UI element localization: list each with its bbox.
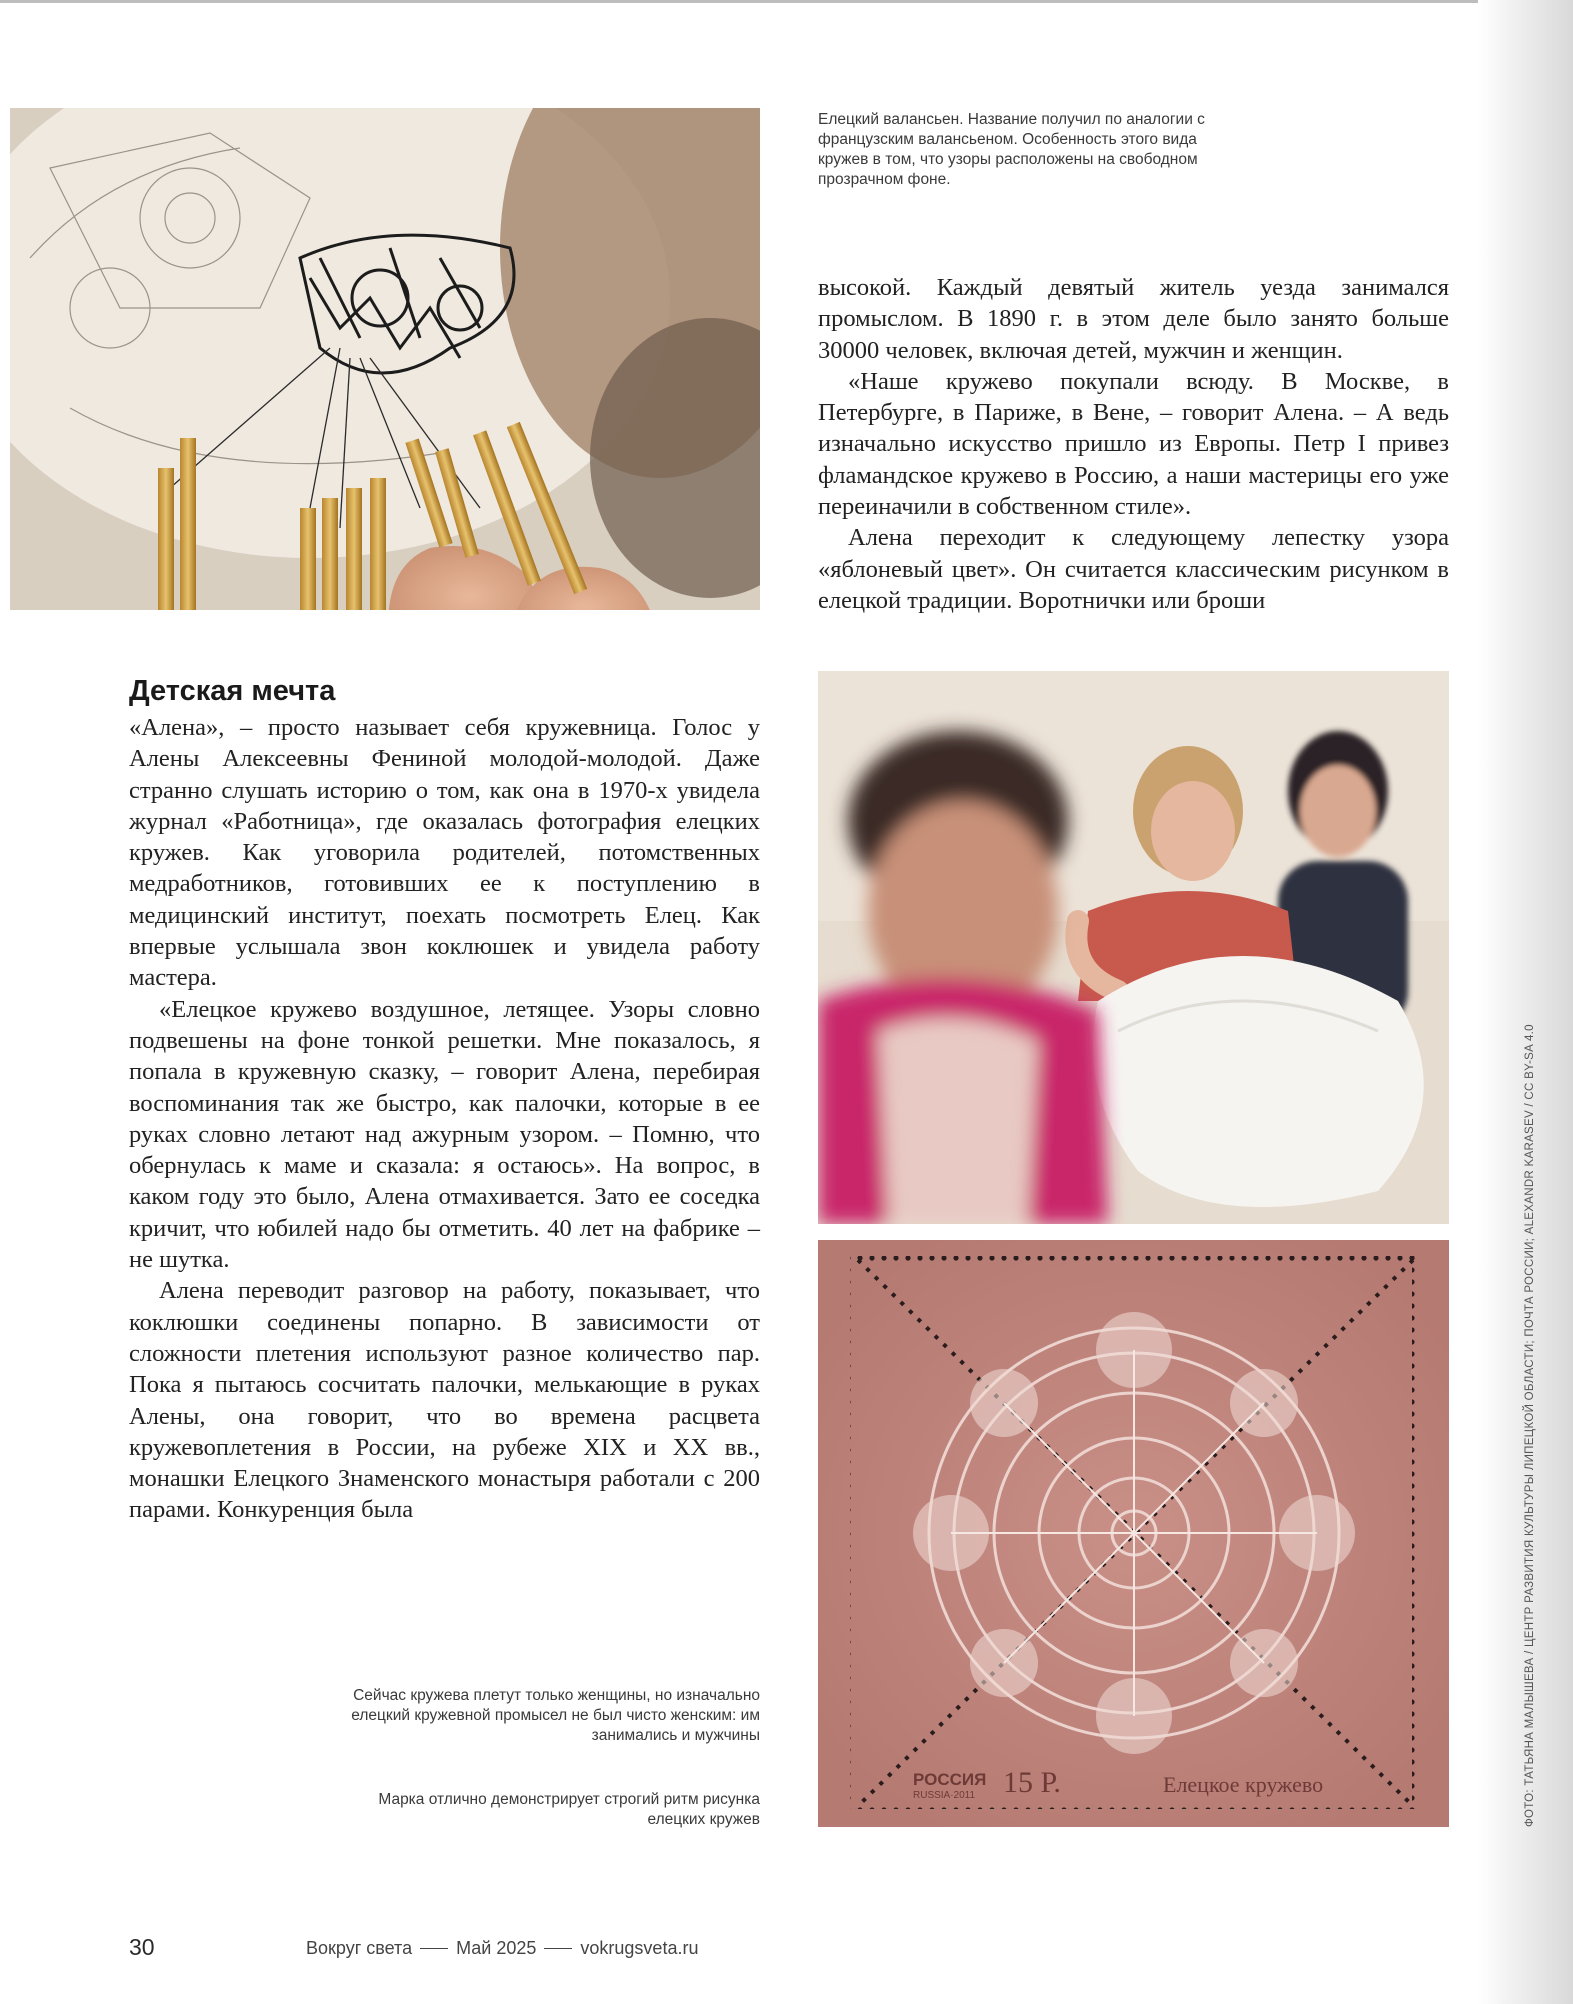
page-top-border: [0, 0, 1573, 3]
left-text-column: [129, 712, 760, 1526]
postage-stamp-image: [818, 1240, 1449, 1827]
right-paragraph-3: Алена переходит к следующему лепестку узора «яблоневый цвет». Он считается классическим рисунком в елецкой традиции. Воротнички или броши: [818, 524, 1449, 614]
photo-caption-bottom-2: Марка отлично демонстрирует строгий ритм рисунка елецких кружев: [378, 1791, 760, 1828]
photo-caption-top: Елецкий валансьен. Название получил по аналогии с французским валансьеном. Особенность этого вида кружев в том, что узоры расположены на свободном прозрачном фоне.: [818, 111, 1205, 188]
website-link[interactable]: vokrugsveta.ru: [580, 1938, 699, 1958]
stamp-denomination-label: 15 Р.: [1003, 1766, 1061, 1799]
photo-credit: ФОТО: ТАТЬЯНА МАЛЫШЕВА / ЦЕНТР РАЗВИТИЯ КУЛЬТУРЫ ЛИПЕЦКОЙ ОБЛАСТИ; ПОЧТА РОССИИ; ALEXANDR KARASEV / CC BY-SA 4.0: [1524, 1024, 1536, 1827]
photo-caption-bottom-1: Сейчас кружева плетут только женщины, но изначально елецкий кружевной промысел не был чисто женским: им занимались и мужчины: [351, 1687, 760, 1744]
section-heading: Детская мечта: [129, 675, 336, 707]
right-paragraph-2: «Наше кружево покупали всюду. В Москве, в Петербурге, в Париже, в Вене, – говорит Алена. – А ведь изначально искусство пришло из Европы. Петр I привез фламандское кружево в Россию, а наши мастерицы его уже переиначили в собственном стиле».: [818, 367, 1449, 521]
lacemakers-photo: [818, 671, 1449, 1224]
magazine-name: Вокруг света: [306, 1938, 413, 1958]
right-paragraph-1: высокой. Каждый девятый житель уезда занимался промыслом. В 1890 г. в этом деле было занято больше 30000 человек, включая детей, мужчин и женщин.: [818, 274, 1449, 364]
stamp-title-label: Елецкое кружево: [1163, 1772, 1324, 1797]
right-text-column: [818, 272, 1449, 616]
stamp-country-latin-label: RUSSIA·2011: [913, 1790, 976, 1801]
left-paragraph-3: Алена переводит разговор на работу, показывает, что коклюшки соединены попарно. В зависимости от сложности плетения используют разное количество пар. Пока я пытаюсь сосчитать палочки, мелькающие в руках Алены, она говорит, что во времена расцвета кружевоплетения в России, на рубеже XIX и XX вв., монашки Елецкого Знаменского монастыря работали с 200 парами. Конкуренция была: [129, 1277, 760, 1524]
page-footer: [306, 1938, 698, 1959]
left-paragraph-1: «Алена», – просто называет себя кружевница. Голос у Алены Алексеевны Фениной молодой-молодой. Даже странно слушать историю о том, как она в 1970-х увидела журнал «Работница», где оказалась фотография елецких кружев. Как уговорила родителей, потомственных медработников, готовивших ее к поступлению в медицинский институт, поехать посмотреть Елец. Как впервые услышала звон коклюшек и увидела работу мастера.: [129, 714, 760, 992]
left-paragraph-2: «Елецкое кружево воздушное, летящее. Узоры словно подвешены на фоне тонкой решетки. Мне показалось, я попала в кружевную сказку, – говорит Алена, перебирая воспоминания так же быстро, как палочки, которые в ее руках словно летают над ажурным узором. – Помню, что обернулась к маме и сказала: я остаюсь». На вопрос, в каком году это было, Алена отмахивается. Зато ее соседка кричит, что юбилей надо бы отметить. 40 лет на фабрике – не шутка.: [129, 995, 760, 1274]
footer-separator: [544, 1948, 572, 1949]
issue-date: Май 2025: [456, 1938, 537, 1958]
stamp-country-label: РОССИЯ: [913, 1770, 987, 1789]
lace-pillow-photo: [10, 108, 760, 610]
footer-separator: [420, 1948, 448, 1949]
page-number: 30: [129, 1934, 155, 1960]
